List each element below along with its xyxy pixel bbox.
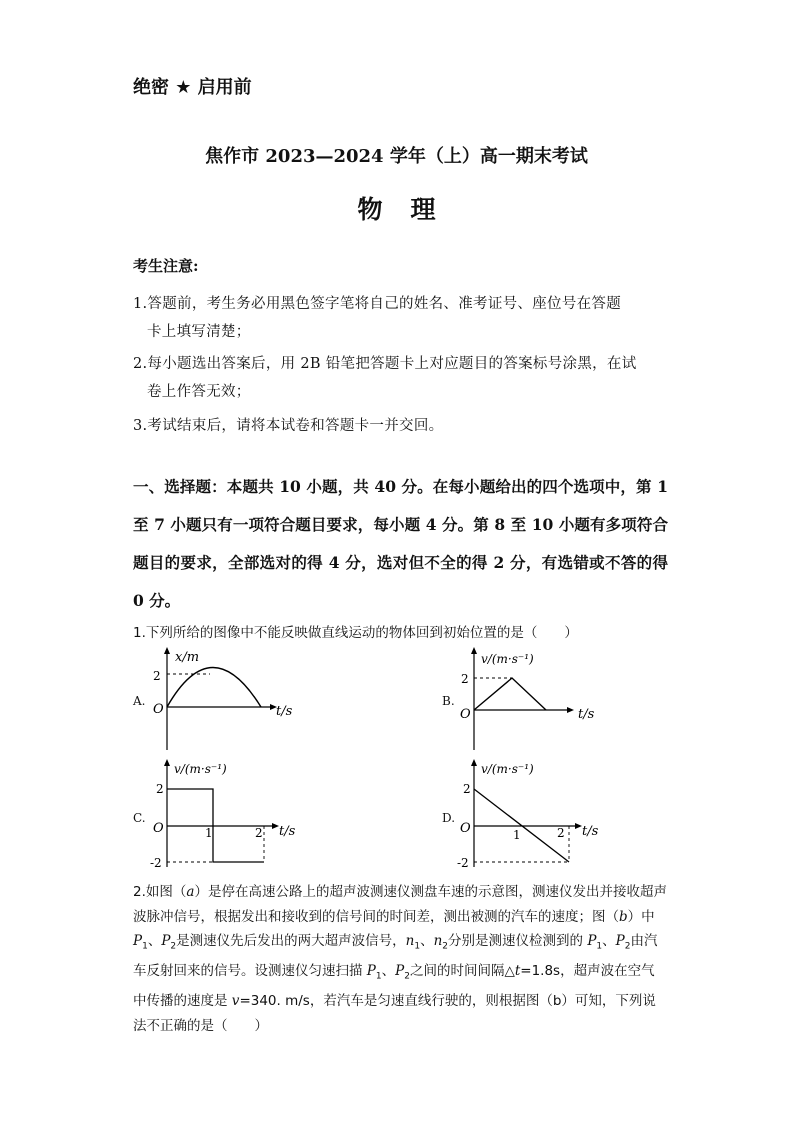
section-1-instructions: 一、选择题：本题共 10 小题，共 40 分。在每小题给出的四个选项中，第 1 至 7 小题只有一项符合题目要求，每小题 4 分。第 8 至 10 小题有多项符合题目的要求，全部选对的得 4 分，选对但不全的得 2 分，有选错或不答的得 0 分。 xyxy=(133,477,668,610)
notice-item-1 xyxy=(133,290,678,346)
graph-d-xtick-2: 2 xyxy=(557,826,565,840)
graph-c xyxy=(150,757,310,869)
graph-c-origin: O xyxy=(153,821,164,836)
graph-b xyxy=(457,645,607,755)
question-2-stem: 2.如图（a）是停在高速公路上的超声波测速仪测盘车速的示意图，测速仪发出并接收超声波脉冲信号，根据发出和接收到的信号间的时间差，测出被测的汽车的速度；图（b）中 $P_1$、$P_2$是测速仪先后发出的两大超声波信号，$n_1$、$n_2$分别是测速仪检测到的 $P_1$、$P_2$由汽车反射回来的信号。设测速仪匀速扫描 $P_1$、$P_2$之间的时间间隔△t=1.8s，超声波在空气中传播的速度是 v=340. m/s，若汽车是匀速直线行驶的，则根据图（b）可知，下列说法不正确的是（ ） xyxy=(133,884,667,1034)
question-1-stem: 1.下列所给的图像中不能反映做直线运动的物体回到初始位置的是（ ） xyxy=(133,625,578,641)
graph-d-xlabel: t/s xyxy=(582,824,599,839)
subject-title: 物理 xyxy=(357,195,464,224)
notice-item-3-line1: 3.考试结束后，请将本试卷和答题卡一并交回。 xyxy=(133,418,444,434)
graph-b-origin: O xyxy=(460,707,471,722)
graph-b-y-arrow xyxy=(471,647,477,654)
graph-d-ytick-pos: 2 xyxy=(463,782,471,796)
confidential-mark: 绝密 ★ 启用前 xyxy=(133,77,252,98)
notice-item-3 xyxy=(133,412,678,440)
graph-b-ylabel: v/(m·s⁻¹) xyxy=(481,652,534,666)
graph-d xyxy=(457,757,607,869)
graph-a-ytick: 2 xyxy=(153,669,161,683)
graph-c-xtick-1: 1 xyxy=(205,826,213,840)
graph-c-xlabel: t/s xyxy=(279,824,296,839)
option-d-label: D. xyxy=(442,811,456,825)
option-a-label: A. xyxy=(133,694,146,708)
exam-title: 焦作市 2023—2024 学年（上）高一期末考试 xyxy=(205,146,588,167)
graph-b-xlabel: t/s xyxy=(578,707,595,722)
notice-item-2-line1: 2.每小题选出答案后，用 2B 铅笔把答题卡上对应题目的答案标号涂黑，在试 xyxy=(133,356,637,372)
graph-c-ytick-pos: 2 xyxy=(156,782,164,796)
graph-d-ylabel: v/(m·s⁻¹) xyxy=(481,762,534,776)
graph-b-x-arrow xyxy=(567,707,574,713)
graph-d-ytick-neg: -2 xyxy=(457,856,469,869)
graph-c-x-arrow xyxy=(272,823,279,829)
notice-item-1-line2: 卡上填写清楚； xyxy=(147,324,251,340)
graph-c-xtick-2: 2 xyxy=(255,826,263,840)
option-c-label: C. xyxy=(133,811,146,825)
notice-item-2-line2: 卷上作答无效； xyxy=(147,384,251,400)
graph-a-curve xyxy=(167,668,261,708)
graph-d-origin: O xyxy=(460,821,471,836)
graph-a-origin: O xyxy=(153,702,164,717)
notice-heading: 考生注意: xyxy=(133,257,199,275)
graph-a-ylabel: x/m xyxy=(175,650,200,665)
notice-item-2 xyxy=(133,350,678,406)
graph-a xyxy=(150,645,320,755)
graph-c-ytick-neg: -2 xyxy=(150,856,162,869)
graph-b-ytick: 2 xyxy=(461,672,469,686)
graph-d-y-arrow xyxy=(471,759,477,766)
graph-a-y-arrow xyxy=(164,647,170,654)
graph-d-x-arrow xyxy=(575,823,582,829)
graph-b-curve xyxy=(474,678,546,710)
graph-a-xlabel: t/s xyxy=(276,704,293,719)
graph-c-y-arrow xyxy=(164,759,170,766)
graph-d-xtick-1: 1 xyxy=(513,828,521,842)
option-b-label: B. xyxy=(442,694,455,708)
notice-item-1-line1: 1.答题前，考生务必用黑色签字笔将自己的姓名、准考证号、座位号在答题 xyxy=(133,296,622,312)
graph-c-ylabel: v/(m·s⁻¹) xyxy=(174,762,227,776)
